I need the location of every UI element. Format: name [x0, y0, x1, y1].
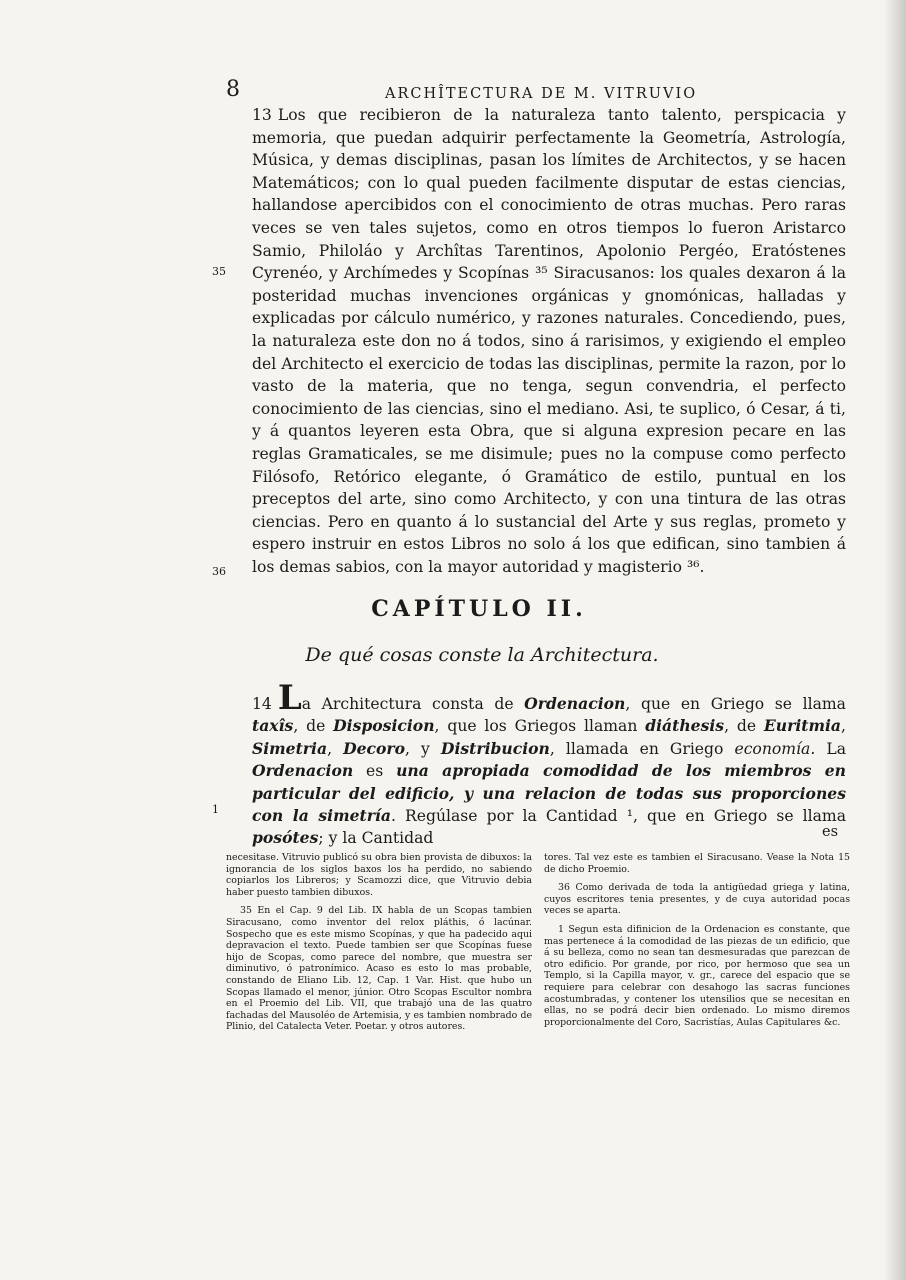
- paragraph-number: 14: [252, 695, 272, 713]
- margin-note-36: 36: [212, 565, 226, 578]
- drop-cap: L: [277, 678, 302, 718]
- term-distribucion: Distribucion: [440, 738, 550, 758]
- term-taxis: taxîs: [252, 716, 294, 736]
- term-decoro: Decoro: [343, 738, 406, 758]
- paragraph-13: [252, 104, 846, 578]
- footnote-35: 35 En el Cap. 9 del Lib. IX habla de un Scopas tambien Siracusano, como inventor del relox pláthis, ó lacúnar. Sospecho que es este mismo Scopínas, y que ha padecido aqui depravacion el texto. Puede tambien ser que Scopínas fuese hijo de Scopas, como parece del nombre, que muestra ser diminutivo, ó patronímico. Acaso es esto lo mas probable, constando de Eliano Lib. 12, Cap. 1 Var. Hist. que hubo un Scopas llamado el menor, júnior. Otro Scopas Escultor nombra en el Proemio del Lib. VII, que trabajó una de las quatro fachadas del Mausoléo de Artemisia, y es tambien nombrado de Plinio, del Catalecta Veter. Poetar. y otros autores.: [226, 905, 532, 1033]
- term-disposicion: Disposicion: [333, 716, 435, 736]
- text-run: es: [353, 762, 397, 781]
- text-run: , de: [293, 717, 334, 736]
- footnote-36: 36 Como derivada de toda la antigüedad griega y latina, cuyos escritores tenia presentes, y de cuya autoridad pocas veces se aparta.: [544, 882, 850, 917]
- catchword: es: [822, 824, 839, 840]
- term-ordenacion: Ordenacion: [524, 694, 626, 713]
- text-run: , y: [405, 739, 441, 758]
- term-economia: economía: [734, 739, 811, 758]
- text-run: . Regúlase por la Cantidad ¹, que en Griego se llama: [390, 807, 846, 826]
- text-run: , que los Griegos llaman: [434, 717, 646, 736]
- text-run: ,: [327, 739, 344, 758]
- term-simetria: Simetria: [252, 738, 328, 758]
- term-ordenacion-def: Ordenacion: [252, 761, 354, 781]
- text-run: , de: [724, 717, 764, 736]
- paragraph-14: [252, 678, 846, 850]
- paragraph-number: 13: [252, 106, 272, 124]
- text-run: , que en Griego se llama: [625, 695, 846, 713]
- chapter-subtitle: De qué cosas conste la Architectura.: [305, 644, 659, 666]
- definition-text: una apropiada comodidad de los miembros en particular del edificio, y una relacion de todas sus proporciones con la simetría: [252, 761, 846, 826]
- text-run: a Architectura consta de: [301, 695, 525, 713]
- text-run: ; y la Cantidad: [318, 829, 434, 848]
- text-run: ,: [841, 717, 846, 736]
- term-posotes: posótes: [252, 828, 319, 848]
- margin-note-1: 1: [212, 803, 219, 816]
- footnotes-right-column: [544, 852, 850, 1035]
- page-number: 8: [226, 77, 240, 102]
- footnote-1: 1 Segun esta difinicion de la Ordenacion es constante, que mas pertenece á la comodidad de las piezas de un edificio, que á su belleza, como no sean tan desmesuradas que parezcan de otro edificio. Por grande, por rico, por hermoso que sea un Templo, si la Capilla mayor, v. gr., carece del espacio que se requiere para celebrar con desahogo las sacras funciones acostumbradas, y contener los utensilios que se necesitan en ellas, no se podrá decir bien ordenado. Lo mismo diremos proporcionalmente del Coro, Sacristías, Aulas Capitulares &c.: [544, 923, 850, 1028]
- running-head: ARCHÎTECTURA DE M. VITRUVIO: [385, 86, 698, 102]
- footnote: tores. Tal vez este es tambien el Siracusano. Vease la Nota 15 de dicho Proemio.: [544, 852, 850, 875]
- footnote: necesitase. Vitruvio publicó su obra bien provista de dibuxos: la ignorancia de los siglos baxos los ha perdido, no sabiendo copiarlos los Libreros; y Scamozzi dice, que Vitruvio debia haber puesto tambien dibuxos.: [226, 852, 532, 898]
- text-run: , llamada en Griego: [549, 739, 735, 758]
- text-run: . La: [810, 739, 846, 758]
- chapter-heading: CAPÍTULO II.: [371, 596, 587, 622]
- page-edge-shadow: [884, 0, 906, 1280]
- term-diathesis: diáthesis: [645, 716, 725, 736]
- footnotes-left-column: [226, 852, 532, 1040]
- term-euritmia: Euritmia: [763, 716, 842, 736]
- margin-note-35: 35: [212, 265, 226, 278]
- paragraph-13-text: Los que recibieron de la naturaleza tanto talento, perspicacia y memoria, que puedan adquirir perfectamente la Geometría, Astrología, Música, y demas disciplinas, pasan los límites de Architectos, y se hacen Matemáticos; con lo qual pueden facilmente disputar de estas ciencias, hallandose apercibidos con el conocimiento de otras muchas. Pero raras veces se ven tales sujetos, como en otros tiempos lo fueron Aristarco Samio, Philoláo y Archîtas Tarentinos, Apolonio Pergéo, Eratóstenes Cyrenéo, y Archímedes y Scopínas ³⁵ Siracusanos: los quales dexaron á la posteridad muchas invenciones orgánicas y gnomónicas, halladas y explicadas por cálculo numérico, y razones naturales. Concediendo, pues, la naturaleza este don no á todos, sino á rarisimos, y exigiendo el empleo del Architecto el exercicio de todas las disciplinas, permite la razon, por lo vasto de la materia, que no tenga, segun convendria, el perfecto conocimiento de las ciencias, sino el mediano. Asi, te suplico, ó Cesar, á ti, y á quantos leyeren esta Obra, que si alguna expresion pecare en las reglas Gramaticales, se me disimule; pues no la compuse como perfecto Filósofo, Retórico elegante, ó Gramático de estilo, puntual en los preceptos del arte, sino como Architecto, y con una tintura de las otras ciencias. Pero en quanto á lo sustancial del Arte y sus reglas, prometo y espero instruir en estos Libros no solo á los que edifican, sino tambien á los demas sabios, con la mayor autoridad y magisterio ³⁶.: [252, 106, 846, 576]
